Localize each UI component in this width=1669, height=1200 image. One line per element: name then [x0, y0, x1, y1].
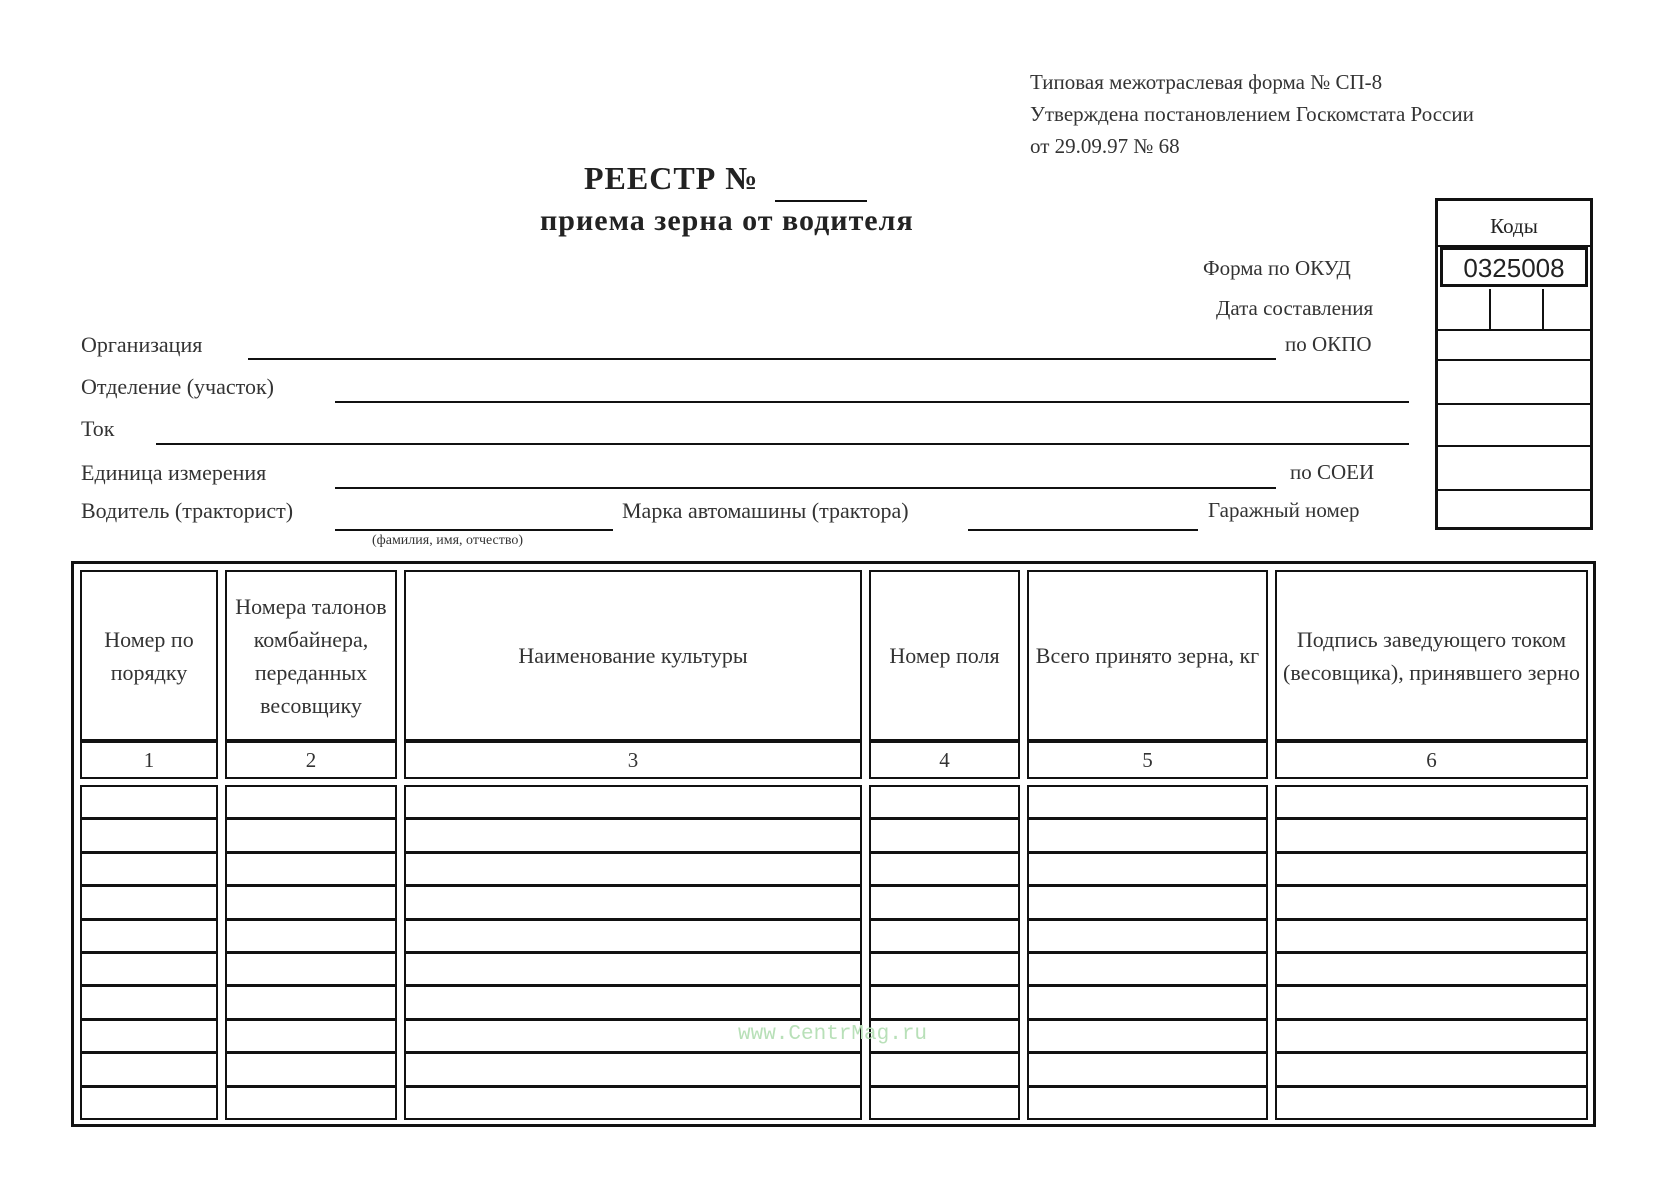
- table-cell[interactable]: [1027, 885, 1268, 919]
- table-cell[interactable]: [80, 885, 218, 919]
- column-header-2: Номера талонов комбайнера, переданных весовщику: [225, 570, 397, 741]
- table-cell[interactable]: [1027, 1052, 1268, 1086]
- table-cell[interactable]: [869, 1086, 1020, 1120]
- column-number-2: 2: [225, 741, 397, 779]
- okud-code-value: 0325008: [1440, 247, 1588, 287]
- codes-header: Коды: [1438, 201, 1590, 247]
- table-cell[interactable]: [1275, 1052, 1588, 1086]
- vehicle-label: Марка автомашины (трактора): [622, 498, 909, 523]
- form-approval-note: [1030, 66, 1474, 162]
- table-cell[interactable]: [1275, 919, 1588, 953]
- driver-label: Водитель (тракторист): [81, 498, 294, 523]
- column-header-3: Наименование культуры: [404, 570, 862, 741]
- table-cell[interactable]: [1275, 852, 1588, 886]
- garage-number-label: Гаражный номер: [1208, 498, 1360, 522]
- date-year-cell[interactable]: [1544, 289, 1590, 329]
- table-cell[interactable]: [404, 1086, 862, 1120]
- table-cell[interactable]: [80, 985, 218, 1019]
- column-number-3: 3: [404, 741, 862, 779]
- form-type-line: Типовая межотраслевая форма № СП-8: [1030, 70, 1383, 94]
- code-cell-blank[interactable]: [1438, 403, 1590, 447]
- table-cell[interactable]: [1275, 1019, 1588, 1053]
- okpo-code-cell[interactable]: [1438, 329, 1590, 361]
- codes-box: [1435, 198, 1593, 530]
- tok-field[interactable]: [156, 443, 1409, 445]
- column-header-4: Номер поля: [869, 570, 1020, 741]
- organization-field[interactable]: [248, 358, 1276, 360]
- table-cell[interactable]: [225, 1019, 397, 1053]
- table-cell[interactable]: [80, 952, 218, 986]
- table-cell[interactable]: [404, 919, 862, 953]
- soei-label: по СОЕИ: [1290, 460, 1375, 484]
- okpo-label: по ОКПО: [1285, 332, 1372, 356]
- table-cell[interactable]: [869, 952, 1020, 986]
- date-label: Дата составления: [1216, 296, 1374, 320]
- table-cell[interactable]: [1027, 1086, 1268, 1120]
- table-cell[interactable]: [225, 885, 397, 919]
- date-day-cell[interactable]: [1438, 289, 1491, 329]
- table-cell[interactable]: [1027, 785, 1268, 819]
- table-cell[interactable]: [869, 1052, 1020, 1086]
- table-cell[interactable]: [225, 919, 397, 953]
- table-cell[interactable]: [1275, 785, 1588, 819]
- table-cell[interactable]: [869, 985, 1020, 1019]
- table-cell[interactable]: [80, 818, 218, 852]
- table-cell[interactable]: [225, 985, 397, 1019]
- table-cell[interactable]: [1275, 885, 1588, 919]
- table-cell[interactable]: [80, 852, 218, 886]
- table-cell[interactable]: [225, 785, 397, 819]
- table-cell[interactable]: [869, 818, 1020, 852]
- table-cell[interactable]: [404, 1052, 862, 1086]
- table-cell[interactable]: [404, 952, 862, 986]
- table-cell[interactable]: [869, 885, 1020, 919]
- organization-label: Организация: [81, 332, 203, 357]
- column-header-6: Подпись заведующего током (весовщика), принявшего зерно: [1275, 570, 1588, 741]
- table-cell[interactable]: [1275, 985, 1588, 1019]
- vehicle-field[interactable]: [968, 529, 1198, 531]
- driver-field-hint: (фамилия, имя, отчество): [372, 533, 524, 548]
- column-number-5: 5: [1027, 741, 1268, 779]
- column-number-1: 1: [80, 741, 218, 779]
- table-cell[interactable]: [404, 985, 862, 1019]
- watermark: www.CentrMag.ru: [738, 1023, 928, 1046]
- table-cell[interactable]: [225, 1052, 397, 1086]
- table-cell[interactable]: [869, 919, 1020, 953]
- table-cell[interactable]: [225, 852, 397, 886]
- table-cell[interactable]: [80, 1052, 218, 1086]
- table-cell[interactable]: [404, 818, 862, 852]
- register-subtitle: приема зерна от водителя: [540, 204, 914, 237]
- table-cell[interactable]: [1027, 919, 1268, 953]
- table-cell[interactable]: [80, 919, 218, 953]
- table-cell[interactable]: [869, 852, 1020, 886]
- table-cell[interactable]: [80, 1019, 218, 1053]
- garage-number-cell[interactable]: [1438, 489, 1590, 529]
- table-cell[interactable]: [1027, 818, 1268, 852]
- column-number-4: 4: [869, 741, 1020, 779]
- table-cell[interactable]: [1027, 952, 1268, 986]
- table-cell[interactable]: [404, 785, 862, 819]
- approval-date-line: от 29.09.97 № 68: [1030, 134, 1180, 158]
- column-header-5: Всего принято зерна, кг: [1027, 570, 1268, 741]
- column-number-6: 6: [1275, 741, 1588, 779]
- table-cell[interactable]: [1027, 985, 1268, 1019]
- table-cell[interactable]: [1027, 852, 1268, 886]
- department-field[interactable]: [335, 401, 1409, 403]
- code-cell-blank[interactable]: [1438, 359, 1590, 405]
- okud-label: Форма по ОКУД: [1203, 256, 1351, 280]
- table-cell[interactable]: [225, 1086, 397, 1120]
- table-cell[interactable]: [225, 818, 397, 852]
- table-cell[interactable]: [1027, 1019, 1268, 1053]
- table-cell[interactable]: [225, 952, 397, 986]
- unit-field[interactable]: [335, 487, 1276, 489]
- date-month-cell[interactable]: [1491, 289, 1544, 329]
- column-header-1: Номер по порядку: [80, 570, 218, 741]
- register-number-field[interactable]: [775, 200, 867, 202]
- driver-field[interactable]: [335, 529, 613, 531]
- department-label: Отделение (участок): [81, 374, 274, 399]
- table-cell[interactable]: [80, 1086, 218, 1120]
- unit-label: Единица измерения: [81, 460, 267, 485]
- approval-decree-line: Утверждена постановлением Госкомстата России: [1030, 102, 1474, 126]
- table-cell[interactable]: [1275, 952, 1588, 986]
- table-cell[interactable]: [404, 852, 862, 886]
- soei-code-cell[interactable]: [1438, 445, 1590, 491]
- table-cell[interactable]: [1275, 1086, 1588, 1120]
- table-cell[interactable]: [80, 785, 218, 819]
- table-cell[interactable]: [1275, 818, 1588, 852]
- register-title: РЕЕСТР №: [584, 160, 759, 196]
- tok-label: Ток: [81, 416, 115, 441]
- table-cell[interactable]: [404, 885, 862, 919]
- table-cell[interactable]: [869, 785, 1020, 819]
